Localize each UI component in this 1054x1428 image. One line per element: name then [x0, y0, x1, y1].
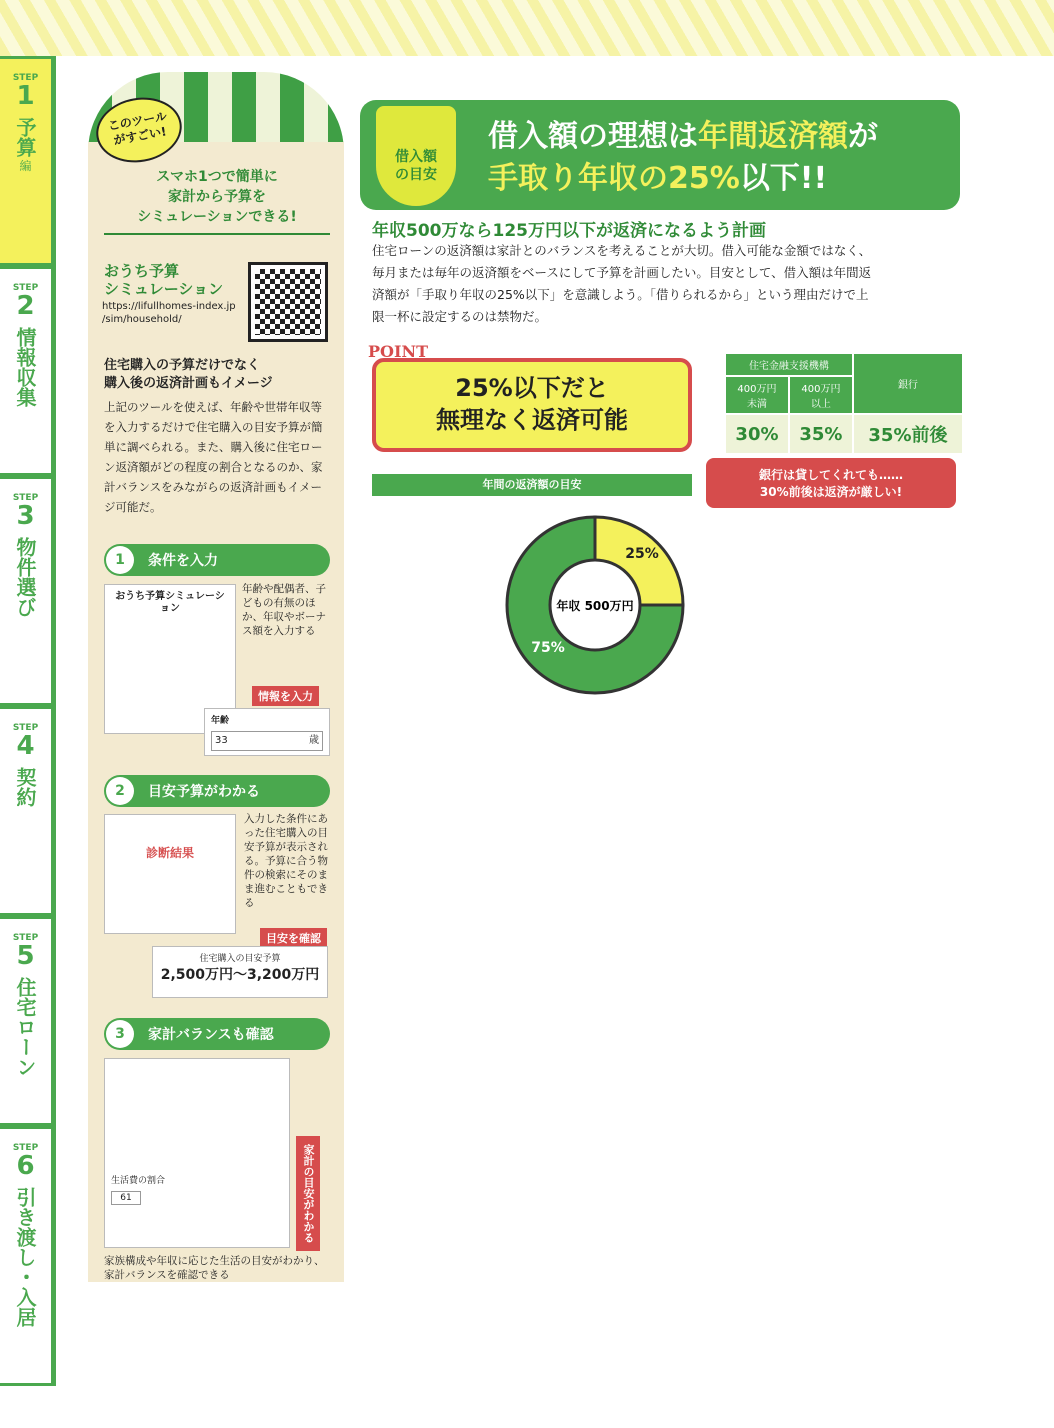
step3-tag: 家計の目安がわかる [296, 1136, 320, 1251]
tool-intro: スマホ1つで簡単に 家計から予算を シミュレーションできる! [104, 167, 330, 235]
rate-org: 住宅金融支援機構 [725, 353, 853, 376]
tool-column [88, 72, 344, 1334]
step-label: STEP [12, 723, 39, 733]
point-box: 25%以下だと 無理なく返済可能 [372, 358, 692, 452]
step3-note: 家族構成や年収に応じた生活の目安がわかり、家計バランスを確認できる [104, 1255, 325, 1281]
rate-v1: 30% [725, 414, 789, 454]
step-tab-3[interactable] [0, 476, 56, 706]
step-title: 情報収集 [13, 327, 37, 407]
title-a: 借入額の理想は [488, 119, 698, 154]
title-hl1: 年間返済額 [698, 119, 848, 154]
ratio-label: 生活費の割合 [111, 1176, 166, 1186]
rate-v3: 35%前後 [853, 414, 963, 454]
top-stripes [0, 0, 1054, 56]
age-unit: 歳 [309, 735, 319, 746]
age-field[interactable] [211, 731, 323, 751]
tool-badge: このツール がすごい! [91, 91, 187, 169]
rate-table [724, 352, 964, 455]
section-text: 上記のツールを使えば、年齢や世帯年収等を入力するだけで住宅購入の目安予算が簡単に調べられる。また、購入後に住宅ローン返済額がどの程度の割合となるのか、家計バランスをみながらの返済計画もイメージ可能だ。 [104, 400, 323, 514]
step-num: 5 [16, 941, 35, 971]
step2-label: 目安予算がわかる [148, 784, 260, 800]
step1-tag: 情報を入力 [252, 686, 319, 706]
step-label: STEP [12, 933, 39, 943]
step-title: 住宅ローン [13, 977, 37, 1077]
step-num: 6 [16, 1151, 35, 1181]
step-num: 2 [16, 291, 35, 321]
step-tab-6[interactable] [0, 1126, 56, 1386]
card-title: おうち予算シミュレーション [115, 591, 225, 614]
rate-c1: 400万円 未満 [725, 376, 789, 414]
step-tab-4[interactable] [0, 706, 56, 916]
donut-label-1: 75% [531, 640, 565, 657]
budget-range-card [152, 946, 328, 998]
age-value: 33 [215, 735, 228, 746]
step-tabs [0, 56, 56, 1386]
section1-body: 住宅ローンの返済額は家計とのバランスを考えることが大切。借入可能な金額ではなく、毎月または毎年の返済額をベースにして予算を計画したい。目安として、借入額は年間返済額が「手取り年収の25%以下」を意識しよう。「借りられるから」という理由だけで上限一杯に設定するのは禁物だ。 [372, 243, 872, 324]
chart-title-bar: 年間の返済額の目安 [372, 474, 692, 496]
section1-banner [360, 100, 960, 210]
step3-bar [104, 1018, 330, 1050]
rate-v2: 35% [789, 414, 853, 454]
result-title: 診断結果 [145, 846, 194, 860]
age-label: 年齢 [211, 716, 230, 726]
range-label: 住宅購入の目安予算 [199, 954, 281, 964]
step-label: STEP [12, 283, 39, 293]
step2-num: 2 [106, 777, 134, 805]
range-value: 2,500万円～3,200万円 [160, 967, 320, 983]
donut-label-0: 25% [625, 545, 659, 562]
title-hl2: 手取り年収の25% [488, 161, 740, 196]
section-head: 住宅購入の予算だけでなく 購入後の返済計画もイメージ [104, 358, 273, 391]
step1-note: 年齢や配偶者、子どもの有無のほか、年収やボーナス額を入力する [242, 583, 326, 637]
bank-warning-bubble: 銀行は貸してくれても…… 30%前後は返済が厳しい! [706, 458, 956, 508]
step-label: STEP [12, 493, 39, 503]
step-num: 4 [16, 731, 35, 761]
step-title: 契約 [13, 767, 37, 807]
step1-bar [104, 544, 330, 576]
rate-bank: 銀行 [853, 353, 963, 414]
step3-num: 3 [106, 1020, 134, 1048]
age-input-card[interactable] [204, 708, 330, 756]
step3-screenshot [104, 1058, 290, 1248]
step-title: 引き渡し・入居 [13, 1187, 37, 1327]
step3-label: 家計バランスも確認 [148, 1027, 274, 1043]
step2-note: 入力した条件にあった住宅購入の目安予算が表示される。予算に合う物件の検索にそのまま進むこともできる [244, 813, 328, 909]
step-tab-5[interactable] [0, 916, 56, 1126]
step-hen: 編 [19, 159, 32, 173]
repayment-donut-chart [500, 510, 690, 700]
step2-screenshot [104, 814, 236, 934]
qr-url[interactable]: https://lifullhomes-index.jp /sim/household/ [102, 301, 236, 325]
step1-label: 条件を入力 [148, 553, 218, 569]
section1-title [488, 116, 878, 200]
step-label: STEP [12, 1143, 39, 1153]
step-label: STEP [12, 73, 39, 83]
point-label: POINT [368, 342, 428, 361]
title-b: が [848, 119, 878, 154]
step-tab-1[interactable] [0, 56, 56, 266]
ratio-value[interactable]: 61 [111, 1191, 141, 1205]
title-c: 以下!! [739, 161, 828, 196]
donut-center-label: 年収 500万円 [556, 599, 634, 613]
step-tab-2[interactable] [0, 266, 56, 476]
qr-title: おうち予算 シミュレーション [104, 262, 224, 298]
step-title: 物件選び [13, 537, 37, 617]
step-title: 予算 [13, 117, 37, 157]
qr-code-icon[interactable] [248, 262, 328, 342]
step-num: 3 [16, 501, 35, 531]
step2-tag: 目安を確認 [260, 928, 327, 948]
step-num: 1 [16, 81, 35, 111]
step1-num: 1 [106, 546, 134, 574]
section1-shield: 借入額 の目安 [376, 106, 456, 206]
step2-bar [104, 775, 330, 807]
section1-subhead: 年収500万なら125万円以下が返済になるよう計画 [372, 221, 766, 241]
rate-c2: 400万円 以上 [789, 376, 853, 414]
